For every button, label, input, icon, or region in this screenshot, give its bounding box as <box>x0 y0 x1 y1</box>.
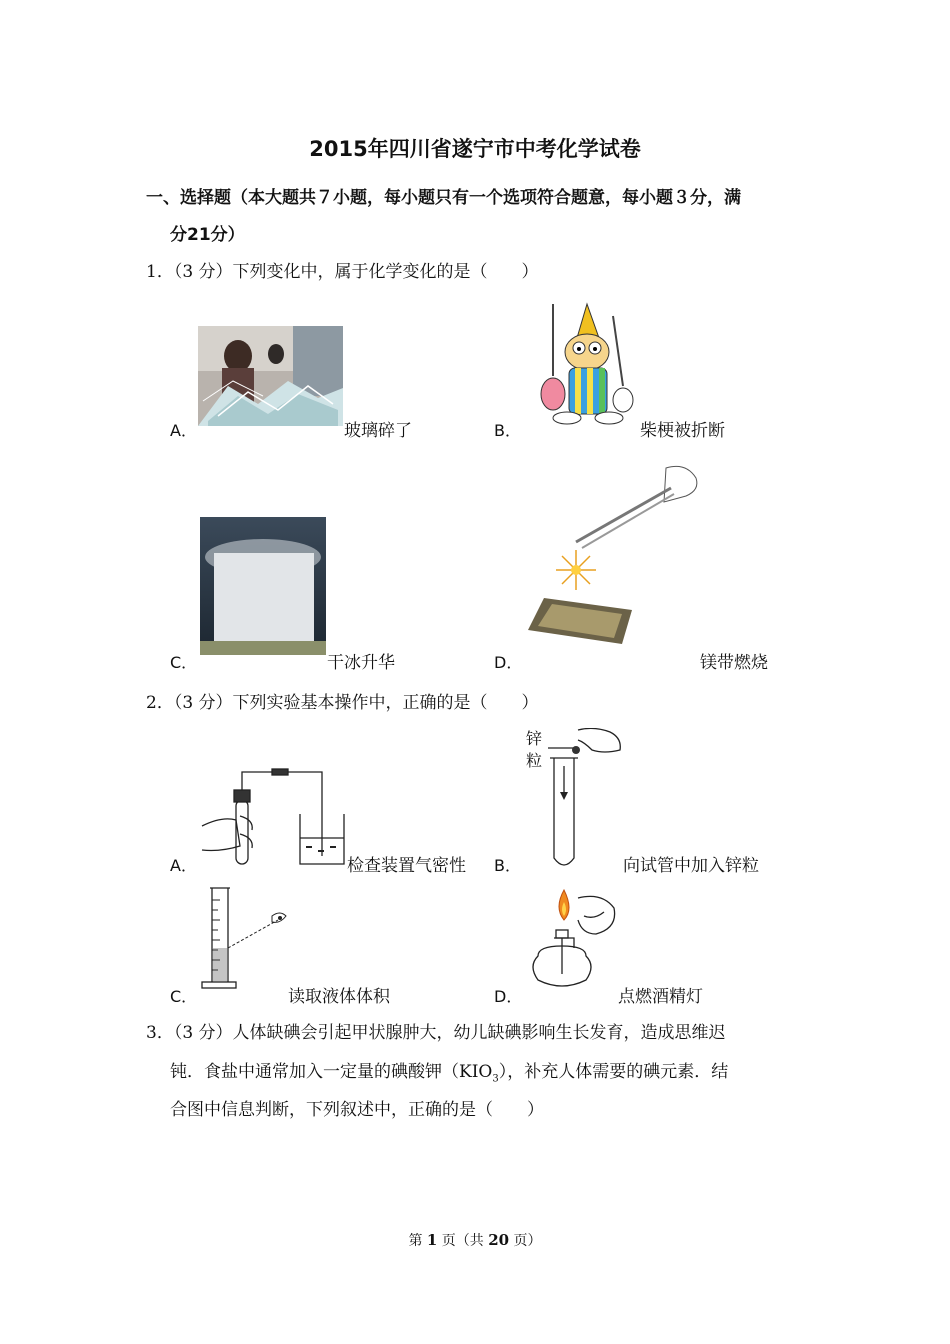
graduated-cylinder-icon <box>200 886 290 990</box>
page-title: 2015年四川省遂宁市中考化学试卷 <box>309 137 641 161</box>
dry-ice-photo-icon <box>200 517 326 655</box>
q2-option-a-caption: 检查装置气密性 <box>347 856 466 876</box>
question-3-line2 <box>170 1061 728 1090</box>
question-3-line2-a: 钝．食盐中通常加入一定量的碘酸钾（KIO <box>170 1062 493 1082</box>
q1-option-a-letter: A． <box>170 421 197 440</box>
alcohol-lamp-icon <box>526 886 618 990</box>
zinc-label-line1: 锌 <box>526 729 543 748</box>
test-tube-zinc-icon <box>548 728 624 868</box>
q2-option-d-letter: D． <box>494 987 523 1006</box>
cartoon-matchstick-icon <box>525 296 640 426</box>
q2-option-b-caption: 向试管中加入锌粒 <box>623 856 759 876</box>
page-footer <box>0 1230 950 1250</box>
footer-middle: 页（共 <box>437 1233 489 1249</box>
broken-glass-photo-icon <box>198 326 343 426</box>
q1-option-b-letter: B． <box>494 421 521 440</box>
q2-option-c-caption: 读取液体体积 <box>288 987 390 1007</box>
question-3-line2-b: ），补充人体需要的碘元素．结 <box>498 1062 729 1082</box>
footer-total-pages: 20 <box>488 1231 510 1249</box>
footer-page-number: 1 <box>426 1231 438 1249</box>
q1-option-c-caption: 干冰升华 <box>327 653 395 673</box>
q2-option-d-caption: 点燃酒精灯 <box>618 987 703 1007</box>
q1-option-c-letter: C． <box>170 653 198 672</box>
magnesium-burning-icon <box>526 458 702 648</box>
footer-prefix: 第 <box>408 1233 427 1249</box>
footer-suffix: 页） <box>509 1233 542 1249</box>
q1-option-a-caption: 玻璃碎了 <box>344 421 412 441</box>
q1-option-b-caption: 柴梗被折断 <box>640 421 725 441</box>
question-3-line1: 3．（3 分）人体缺碘会引起甲状腺肿大，幼儿缺碘影响生长发育，造成思维迟 <box>146 1023 726 1043</box>
question-2-stem: 2．（3 分）下列实验基本操作中，正确的是（ ） <box>146 693 539 713</box>
q2-option-b-letter: B． <box>494 856 521 875</box>
zinc-label <box>526 728 542 772</box>
q1-option-d-letter: D． <box>494 653 523 672</box>
zinc-label-line2: 粒 <box>526 751 543 770</box>
question-1-stem: 1．（3 分）下列变化中，属于化学变化的是（ ） <box>146 262 539 282</box>
section-heading-line1: 一、选择题（本大题共７小题，每小题只有一个选项符合题意，每小题３分，满 <box>146 188 741 208</box>
question-3-subscript: 3 <box>492 1073 499 1085</box>
airtightness-check-icon <box>200 760 346 868</box>
section-heading <box>146 180 816 254</box>
q2-option-c-letter: C． <box>170 987 198 1006</box>
section-heading-line2: 分21分） <box>170 225 245 245</box>
q1-option-d-caption: 镁带燃烧 <box>700 653 768 673</box>
question-3-line3: 合图中信息判断，下列叙述中，正确的是（ ） <box>170 1100 544 1120</box>
q2-option-a-letter: A． <box>170 856 197 875</box>
